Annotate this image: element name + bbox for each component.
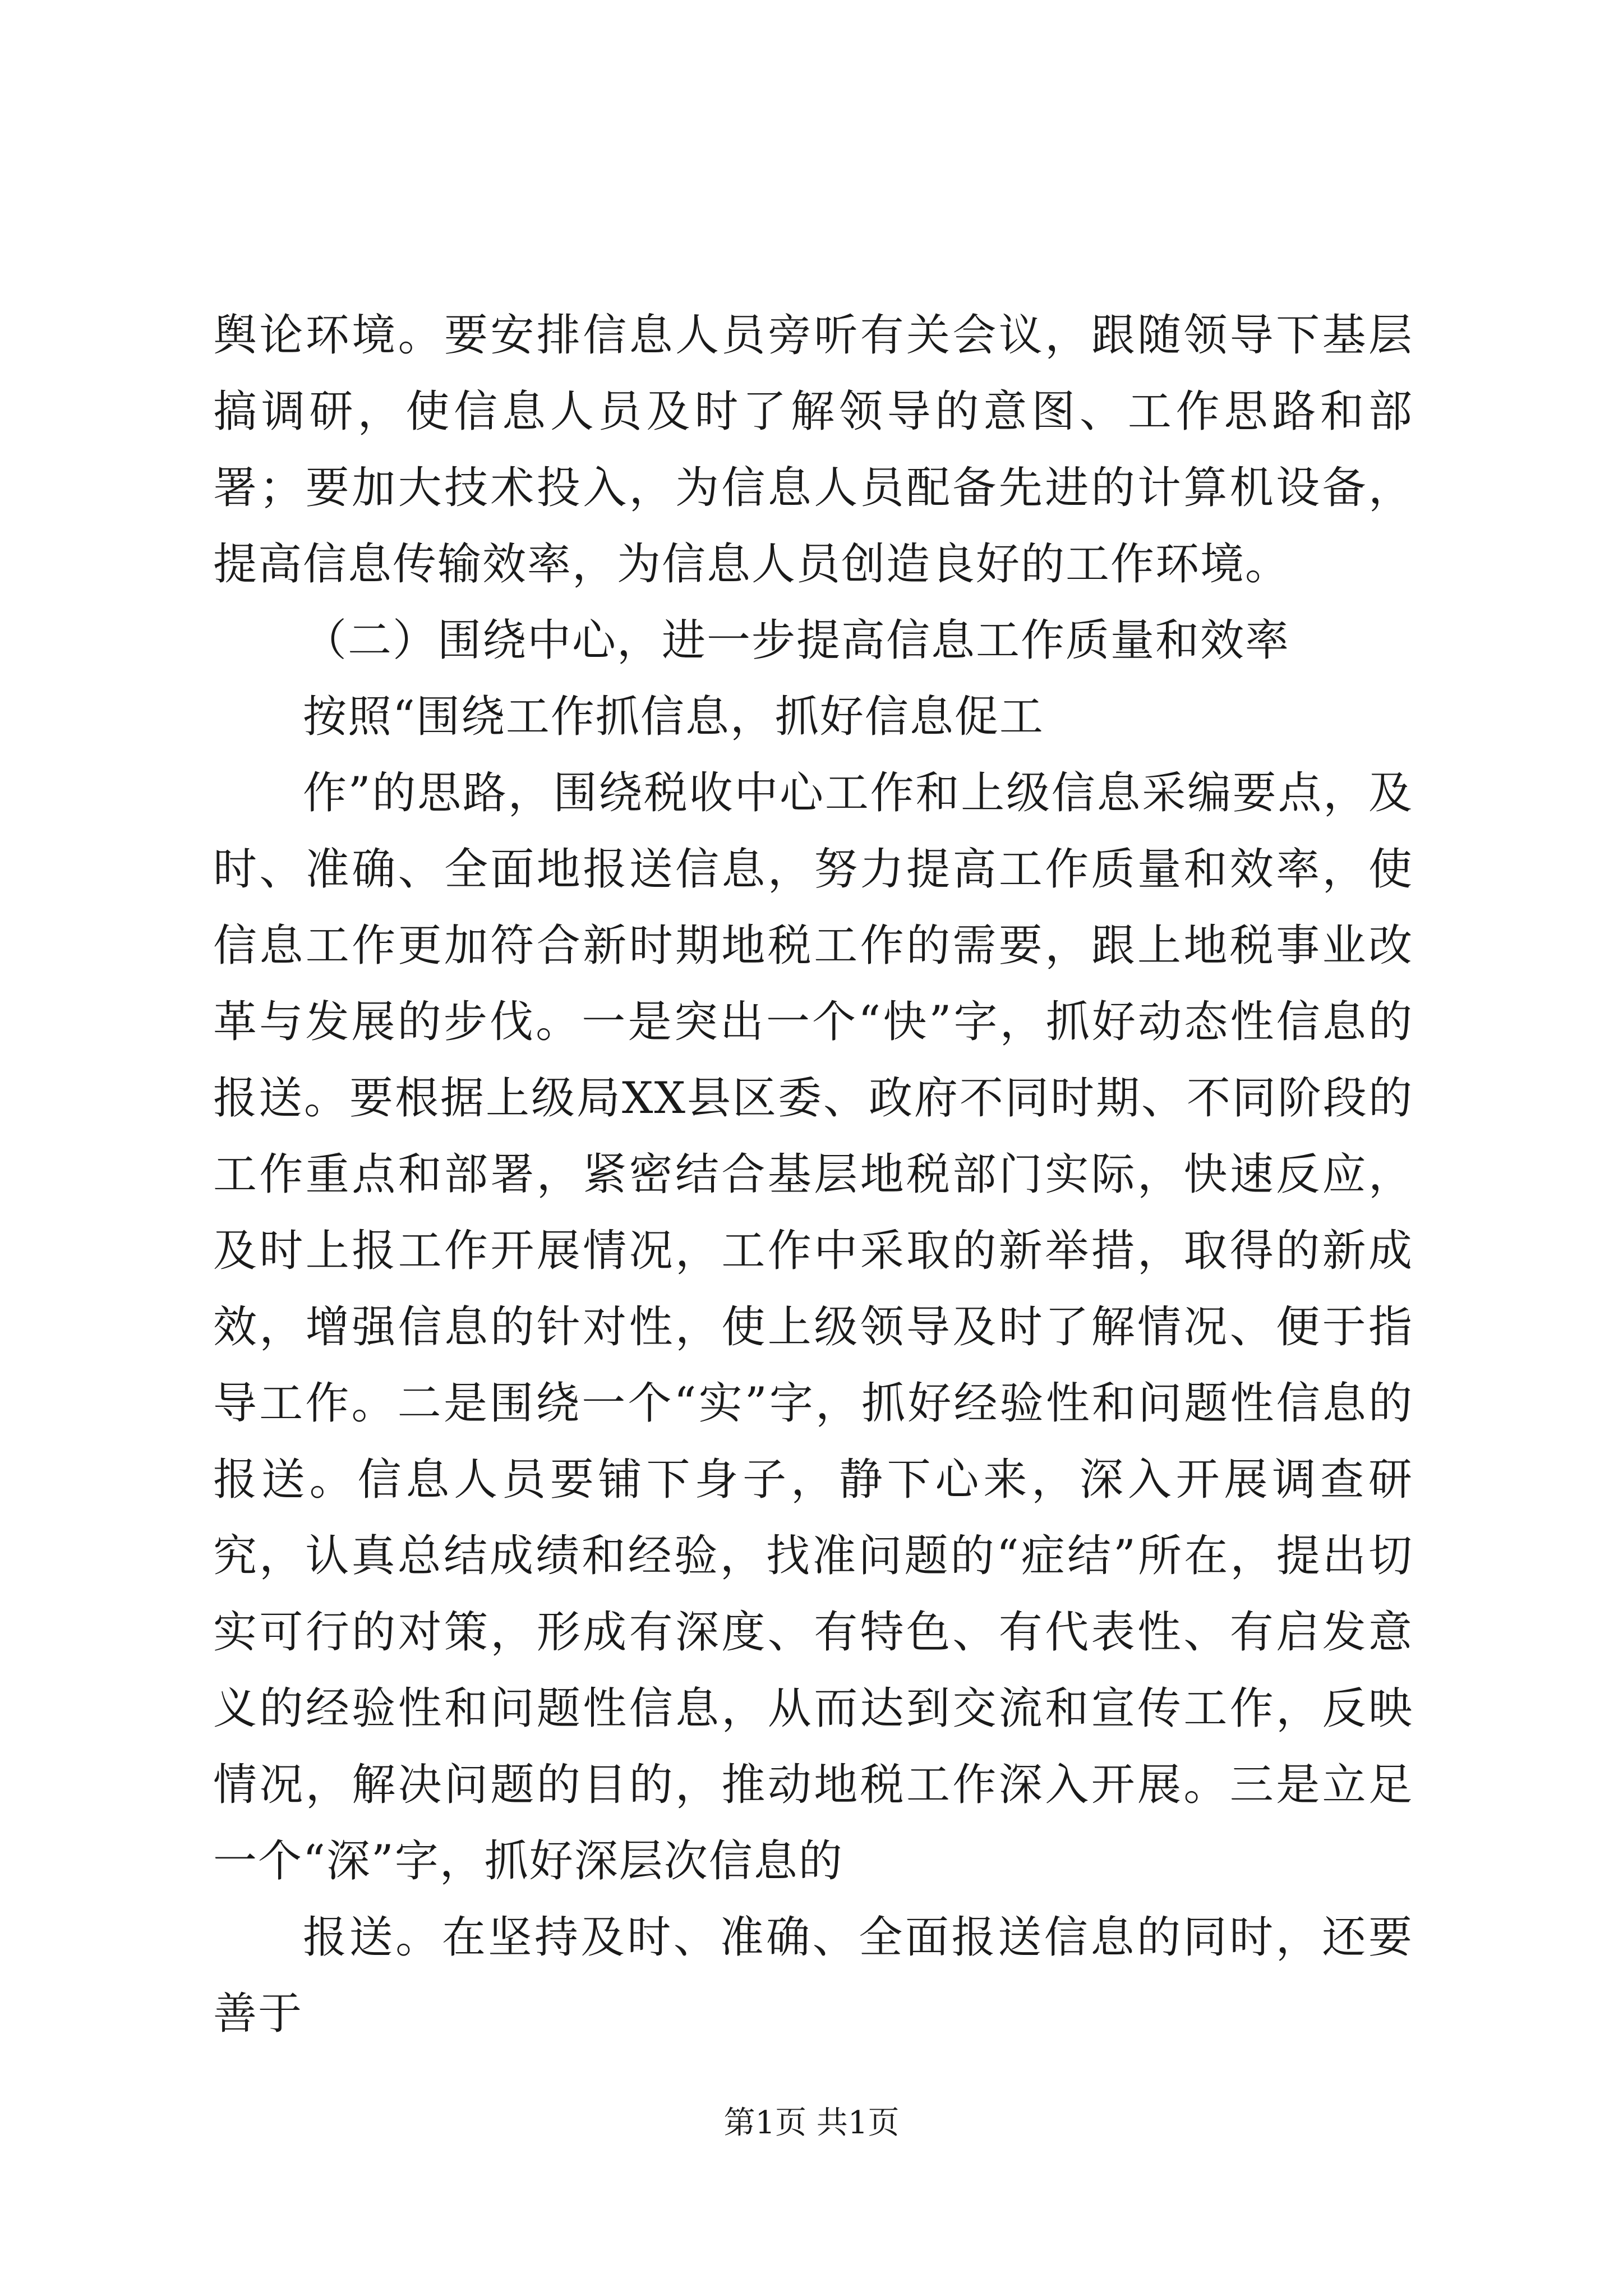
section-heading: （二）围绕中心，进一步提高信息工作质量和效率	[303, 615, 1290, 666]
paragraph-3: 作”的思路，围绕税收中心工作和上级信息采编要点，及时、准确、全面地报送信息，努力提高工作质量和效率，使信息工作更加符合新时期地税工作的需要，跟上地税事业改革与发展的步伐。一是突出一个“快”字，抓好动态性信息的报送。要根据上级局XX县区委、政府不同时期、不同阶段的工作重点和部署，紧密结合基层地税部门实际，快速反应，及时上报工作开展情况，工作中采取的新举措，取得的新成效，增强信息的针对性，使上级领导及时了解情况、便于指导工作。二是围绕一个“实”字，抓好经验性和问题性信息的报送。信息人员要铺下身子，静下心来，深入开展调查研究，认真总结成绩和经验，找准问题的“症结”所在，提出切实可行的对策，形成有深度、有特色、有代表性、有启发意义的经验性和问题性信息，从而达到交流和宣传工作，反映情况，解决问题的目的，推动地税工作深入开展。三是立足一个“深”字，抓好深层次信息的	[213, 768, 1413, 1887]
paragraph-4: 报送。在坚持及时、准确、全面报送信息的同时，还要善于	[213, 1912, 1413, 2039]
paragraph-1: 舆论环境。要安排信息人员旁听有关会议，跟随领导下基层搞调研，使信息人员及时了解领导的意图、工作思路和部署；要加大技术投入，为信息人员配备先进的计算机设备，提高信息传输效率，为信息人员创造良好的工作环境。	[213, 310, 1413, 590]
page-footer: 第1页 共1页	[723, 2105, 900, 2141]
document-body	[213, 297, 1413, 2052]
paragraph-2: 按照“围绕工作抓信息，抓好信息促工	[303, 692, 1044, 742]
